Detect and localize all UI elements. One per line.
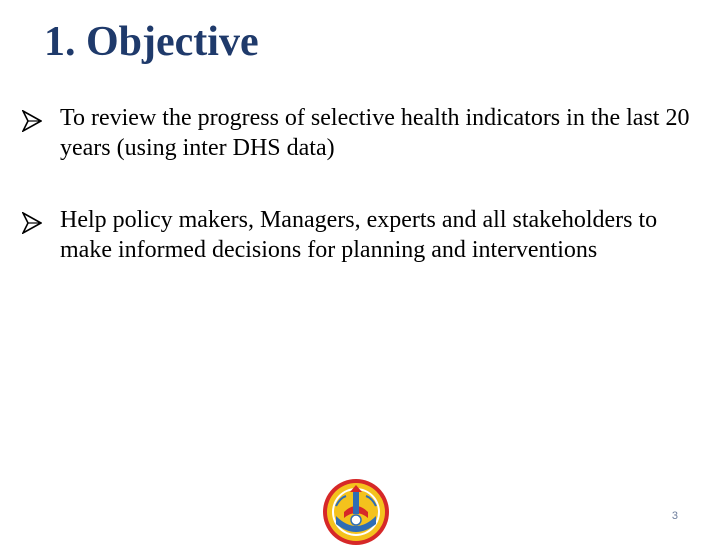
bullet-item <box>22 103 702 163</box>
page-number: 3 <box>671 510 678 522</box>
arrow-bullet-icon <box>22 205 60 246</box>
bullet-list <box>22 103 702 307</box>
slide-title: 1. Objective <box>44 19 259 65</box>
ministry-seal-logo <box>322 478 390 546</box>
arrow-bullet-icon <box>22 103 60 144</box>
bullet-item <box>22 205 702 265</box>
bullet-text: Help policy makers, Managers, experts and all stakeholders to make informed decisions for planning and interventions <box>60 207 658 263</box>
bullet-text: To review the progress of selective health indicators in the last 20 years (using inter DHS data) <box>60 105 690 161</box>
